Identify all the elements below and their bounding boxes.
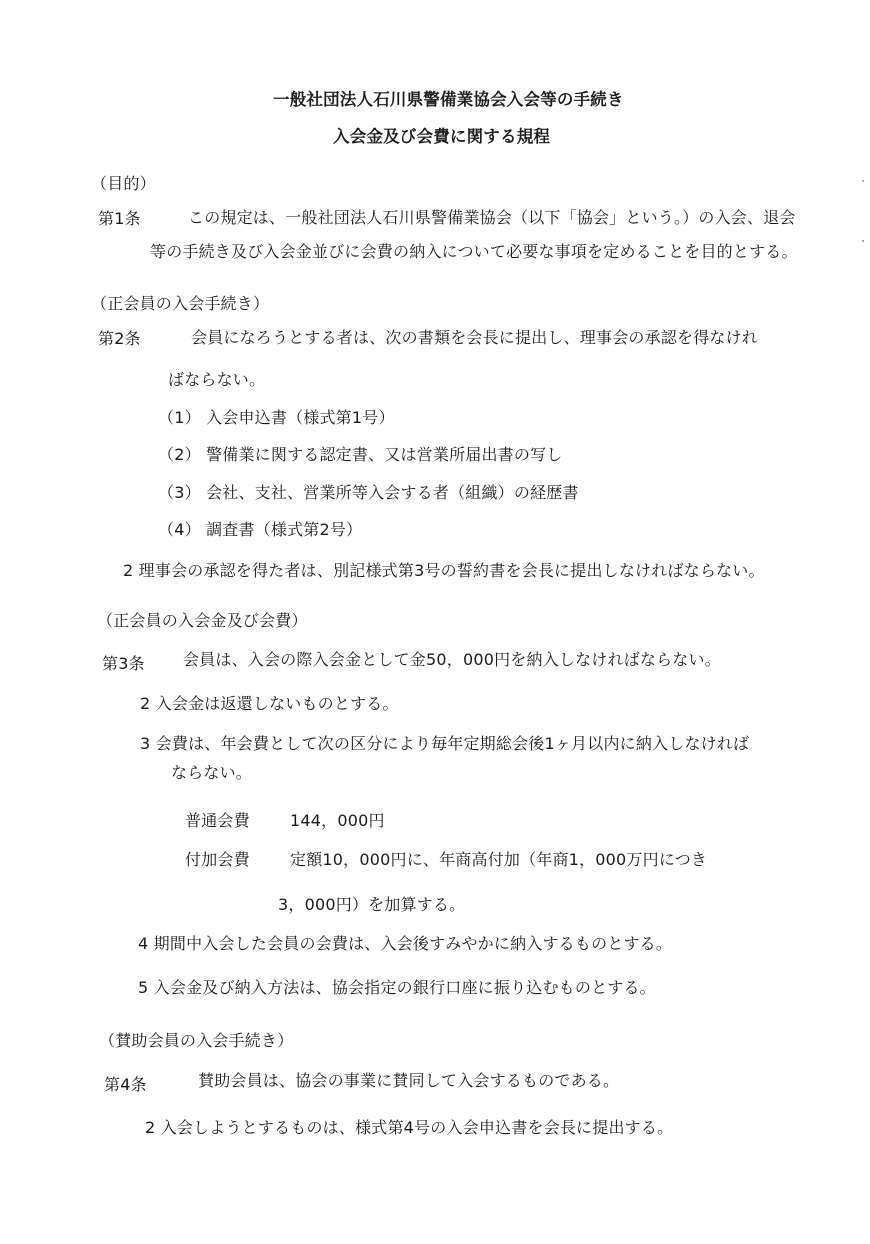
- article-2-item-1: （1） 入会申込書（様式第1号）: [158, 408, 395, 427]
- article-3-paragraph-4: 4 期間中入会した会員の会費は、入会後すみやかに納入するものとする。: [138, 934, 673, 953]
- article-3-text-line1: 会員は、入会の際入会金として金50，000円を納入しなければならない。: [183, 650, 721, 669]
- article-2-text-line2: ばならない。: [168, 370, 266, 389]
- article-4-paragraph-2: 2 入会しようとするものは、様式第4号の入会申込書を会長に提出する。: [145, 1118, 674, 1137]
- scan-speck: [862, 240, 864, 242]
- article-2-item-2: （2） 警備業に関する認定書、又は営業所届出書の写し: [158, 445, 563, 464]
- section-heading-support-entry: （賛助会員の入会手続き）: [99, 1031, 294, 1050]
- document-subtitle: 入会金及び会費に関する規程: [333, 127, 551, 146]
- article-3-paragraph-3-line2: ならない。: [171, 763, 253, 782]
- article-4-label: 第4条: [104, 1075, 147, 1094]
- article-2-paragraph-2: 2 理事会の承認を得た者は、別記様式第3号の誓約書を会長に提出しなければならない。: [123, 561, 765, 580]
- document-title: 一般社団法人石川県警備業協会入会等の手続き: [273, 90, 624, 109]
- article-1-label: 第1条: [98, 209, 141, 228]
- scan-speck: [862, 180, 864, 182]
- article-4-text-line1: 賛助会員は、協会の事業に賛同して入会するものである。: [198, 1071, 620, 1090]
- section-heading-purpose: （目的）: [91, 174, 156, 193]
- article-3-paragraph-3-line1: 3 会費は、年会費として次の区分により毎年定期総会後1ヶ月以内に納入しなければ: [140, 734, 750, 753]
- article-1-text-line1: この規定は、一般社団法人石川県警備業協会（以下「協会」という。）の入会、退会: [188, 208, 796, 227]
- article-3-label: 第3条: [102, 654, 145, 673]
- section-heading-regular-fee: （正会員の入会金及び会費）: [97, 611, 308, 630]
- article-3-paragraph-2: 2 入会金は返還しないものとする。: [140, 694, 399, 713]
- fee-normal-value: 144，000円: [290, 811, 385, 830]
- fee-extra-label: 付加会費: [185, 850, 250, 869]
- fee-extra-text-line2: 3，000円）を加算する。: [278, 895, 466, 914]
- article-1-text-line2: 等の手続き及び入会金並びに会費の納入について必要な事項を定めることを目的とする。: [150, 242, 798, 261]
- article-2-item-4: （4） 調査書（様式第2号）: [158, 520, 363, 539]
- article-2-text-line1: 会員になろうとする者は、次の書類を会長に提出し、理事会の承認を得なけれ: [191, 328, 759, 347]
- article-2-label: 第2条: [98, 329, 141, 348]
- article-2-item-3: （3） 会社、支社、営業所等入会する者（組織）の経歴書: [158, 483, 579, 502]
- section-heading-regular-entry: （正会員の入会手続き）: [91, 294, 270, 313]
- article-3-paragraph-5: 5 入会金及び納入方法は、協会指定の銀行口座に振り込むものとする。: [138, 978, 656, 997]
- fee-extra-text-line1: 定額10，000円に、年商高付加（年商1，000万円につき: [290, 850, 708, 869]
- fee-normal-label: 普通会費: [185, 811, 250, 830]
